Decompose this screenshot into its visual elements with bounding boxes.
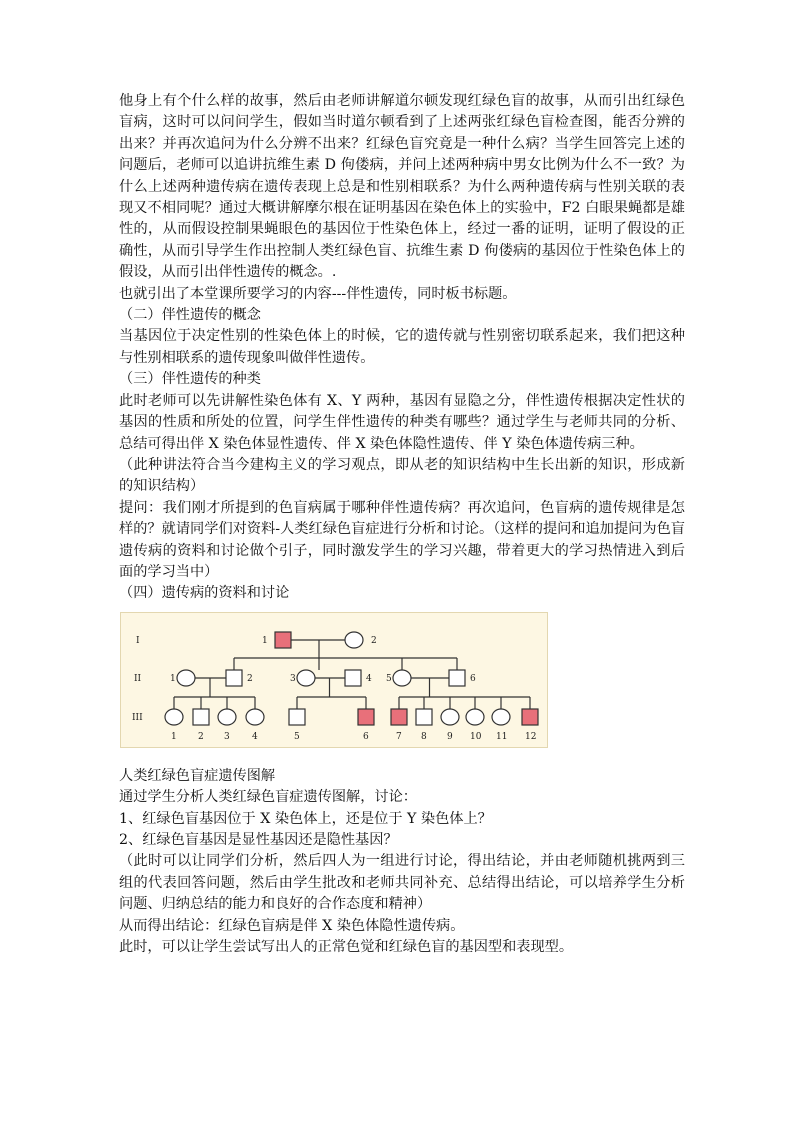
individual-label: 8 xyxy=(421,731,427,742)
female-symbol xyxy=(492,709,510,725)
generation-label: III xyxy=(132,712,143,723)
affected-male-symbol xyxy=(358,709,374,725)
individual-label: 9 xyxy=(447,731,453,742)
male-symbol xyxy=(449,670,465,686)
male-symbol xyxy=(226,670,242,686)
individual-label: 1 xyxy=(262,635,268,646)
female-symbol xyxy=(393,670,411,686)
female-symbol xyxy=(177,670,195,686)
individual-label: 2 xyxy=(247,673,253,684)
female-symbol xyxy=(297,670,315,686)
individual-label: 6 xyxy=(470,673,476,684)
individual-label: 12 xyxy=(525,731,537,742)
affected-male-symbol xyxy=(522,709,538,725)
individual-label: 5 xyxy=(386,673,392,684)
female-symbol xyxy=(165,709,183,725)
section-heading: （四）遗传病的资料和讨论 xyxy=(119,585,290,602)
paragraph: （此种讲法符合当今建构主义的学习观点，即从老的知识结构中生长出新的知识，形成新的知识结构） xyxy=(119,456,685,495)
individual-label: 2 xyxy=(371,635,377,646)
pedigree-figure xyxy=(120,612,548,748)
paragraph: 他身上有个什么样的故事，然后由老师讲解道尔顿发现红绿色盲的故事，从而引出红绿色盲病，这时可以问问学生，假如当时道尔顿看到了上述两张红绿色盲检查图，能否分辨的出来？并再次追问为什么分辨不出来？红绿色盲究竟是一种什么病？当学生回答完上述的问题后，老师可以追讲抗维生素 D 佝偻病，并问上述两种病中男女比例为什么不一致？为什么上述两种遗传病在遗传表现上总是和性别相联系？为什么两种遗传病与性别关联的表现又不相同呢？通过大概讲解摩尔根在证明基因在染色体上的实验中，F2 白眼果蝇都是雄性的，从而假设控制果蝇眼色的基因位于性染色体上，经过一番的证明，证明了假设的正确性，从而引导学生作出控制人类红绿色盲、抗维生素 D 佝偻病的基因位于性染色体上的假设，从而引出伴性遗传的概念。. xyxy=(119,93,685,281)
paragraph: （此时可以让同学们分析，然后四人为一组进行讨论，得出结论，并由老师随机挑两到三组的代表回答问题，然后由学生批改和老师共同补充、总结得出结论，可以培养学生分析问题、归纳总结的能力和良好的合作态度和精神） xyxy=(119,853,685,913)
question-1: 1、红绿色盲基因位于 X 染色体上，还是位于 Y 染色体上？ xyxy=(119,810,492,827)
generation-label: II xyxy=(134,673,142,684)
individual-label: 11 xyxy=(496,731,508,742)
section-heading: （二）伴性遗传的概念 xyxy=(119,307,261,324)
female-symbol xyxy=(441,709,459,725)
affected-male-symbol xyxy=(275,632,291,648)
individual-label: 4 xyxy=(252,731,258,742)
paragraph: 也就引出了本堂课所要学习的内容---伴性遗传，同时板书标题。 xyxy=(119,285,517,302)
female-symbol xyxy=(466,709,484,725)
paragraph: 此时，可以让学生尝试写出人的正常色觉和红绿色盲的基因型和表现型。 xyxy=(119,939,574,955)
female-symbol xyxy=(345,632,363,648)
individual-label: 4 xyxy=(366,673,372,684)
female-symbol xyxy=(218,709,236,725)
individual-label: 2 xyxy=(198,731,204,742)
figure-caption: 人类红绿色盲症遗传图解 xyxy=(119,767,276,784)
individual-label: 3 xyxy=(224,731,230,742)
male-symbol xyxy=(345,670,361,686)
individual-label: 1 xyxy=(171,731,177,742)
question-2: 2、红绿色盲基因是显性基因还是隐性基因？ xyxy=(119,831,398,848)
male-symbol xyxy=(416,709,432,725)
paragraph: 通过学生分析人类红绿色盲症遗传图解，讨论： xyxy=(119,789,417,806)
individual-label: 10 xyxy=(470,731,482,742)
pedigree-chart xyxy=(121,613,547,747)
male-symbol xyxy=(193,709,209,725)
paragraph: 提问：我们刚才所提到的色盲病属于哪种伴性遗传病？再次追问，色盲病的遗传规律是怎样的？就请同学们对资料-人类红绿色盲症进行分析和讨论。（这样的提问和追加提问为色盲遗传病的资料和讨论做个引子，同时激发学生的学习兴趣，带着更大的学习热情进入到后面的学习当中） xyxy=(119,499,685,580)
individual-label: 3 xyxy=(290,673,296,684)
conclusion: 从而得出结论：红绿色盲病是伴 X 染色体隐性遗传病。 xyxy=(119,917,465,934)
individual-label: 7 xyxy=(396,731,402,742)
female-symbol xyxy=(246,709,264,725)
generation-label: I xyxy=(136,635,140,646)
individual-label: 1 xyxy=(170,673,176,684)
individual-label: 6 xyxy=(363,731,369,742)
paragraph: 当基因位于决定性别的性染色体上的时候，它的遗传就与性别密切联系起来，我们把这种与性别相联系的遗传现象叫做伴性遗传。 xyxy=(119,328,685,366)
individual-label: 5 xyxy=(294,731,300,742)
paragraph: 此时老师可以先讲解性染色体有 X、Y 两种，基因有显隐之分，伴性遗传根据决定性状的基因的性质和所处的位置，问学生伴性遗传的种类有哪些？通过学生与老师共同的分析、总结可得出伴 X 染色体显性遗传、伴 X 染色体隐性遗传、伴 Y 染色体遗传病三种。 xyxy=(119,392,685,452)
section-heading: （三）伴性遗传的种类 xyxy=(119,371,261,388)
affected-male-symbol xyxy=(391,709,407,725)
male-symbol xyxy=(289,709,305,725)
document-page xyxy=(119,91,685,958)
